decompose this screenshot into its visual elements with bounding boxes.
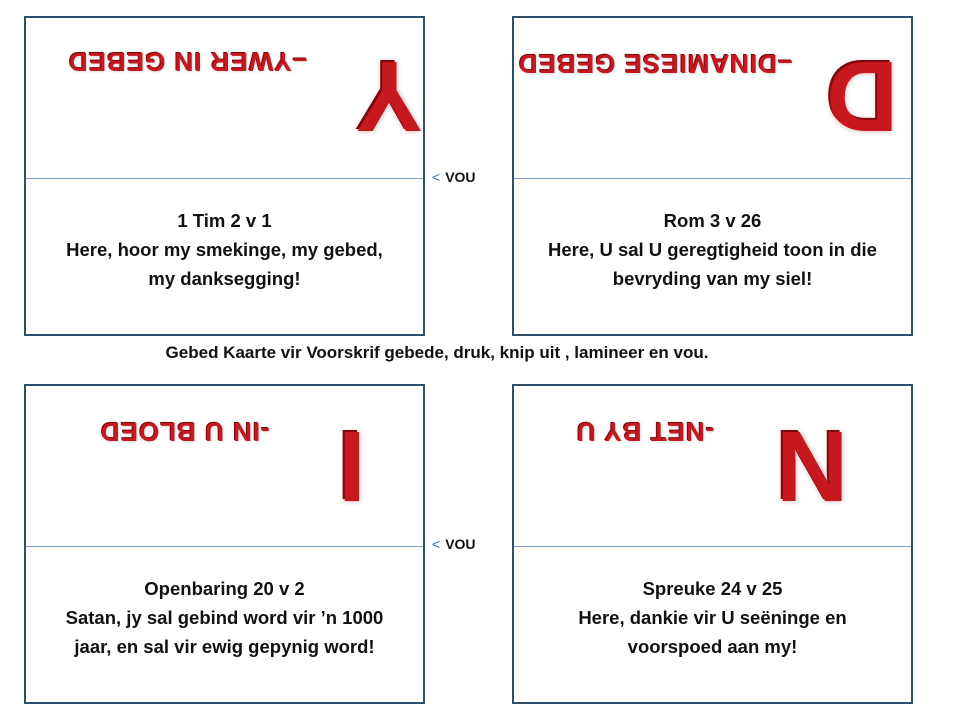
prayer-card-y	[24, 16, 425, 336]
verse-line: Satan, jy sal gebind word vir ’n 1000	[65, 607, 384, 628]
verse-reference: 1 Tim 2 v 1	[177, 210, 272, 231]
card-front-upside-down	[514, 18, 911, 178]
card-verse	[26, 547, 423, 702]
verse-reference: Rom 3 v 26	[663, 210, 762, 231]
card-letter: Y	[356, 40, 423, 152]
fold-label-text: VOU	[445, 536, 476, 552]
card-phrase: -NET BY U	[576, 417, 715, 447]
prayer-card-i	[24, 384, 425, 704]
card-letter: I	[338, 410, 366, 522]
verse-line: bevryding van my siel!	[612, 268, 813, 289]
card-phrase: –DINAMIESE GEBED	[518, 49, 793, 79]
verse-line: jaar, en sal vir ewig gepynig word!	[74, 636, 375, 657]
card-letter: D	[826, 40, 899, 152]
card-letter: N	[776, 410, 849, 522]
fold-label	[432, 169, 476, 185]
card-verse	[26, 179, 423, 334]
card-front-upside-down	[26, 386, 423, 546]
fold-label-text: VOU	[445, 169, 476, 185]
card-verse	[514, 179, 911, 334]
verse-line: Here, dankie vir U seëninge en	[578, 607, 847, 628]
verse-line: voorspoed aan my!	[627, 636, 798, 657]
card-phrase: -IN U BLOED	[100, 417, 270, 447]
prayer-card-n	[512, 384, 913, 704]
prayer-card-d	[512, 16, 913, 336]
page-caption: Gebed Kaarte vir Voorskrif gebede, druk, knip uit , lamineer en vou.	[165, 343, 709, 362]
verse-reference: Openbaring 20 v 2	[144, 578, 305, 599]
fold-arrow-icon: <	[432, 169, 441, 185]
card-front-upside-down	[26, 18, 423, 178]
verse-reference: Spreuke 24 v 25	[642, 578, 783, 599]
card-front-upside-down	[514, 386, 911, 546]
verse-line: Here, hoor my smekinge, my gebed,	[66, 239, 383, 260]
card-phrase: –YWER IN GEBED	[68, 47, 308, 77]
fold-label	[432, 536, 476, 552]
card-verse	[514, 547, 911, 702]
verse-line: my danksegging!	[148, 268, 301, 289]
fold-arrow-icon: <	[432, 536, 441, 552]
verse-line: Here, U sal U geregtigheid toon in die	[548, 239, 877, 260]
